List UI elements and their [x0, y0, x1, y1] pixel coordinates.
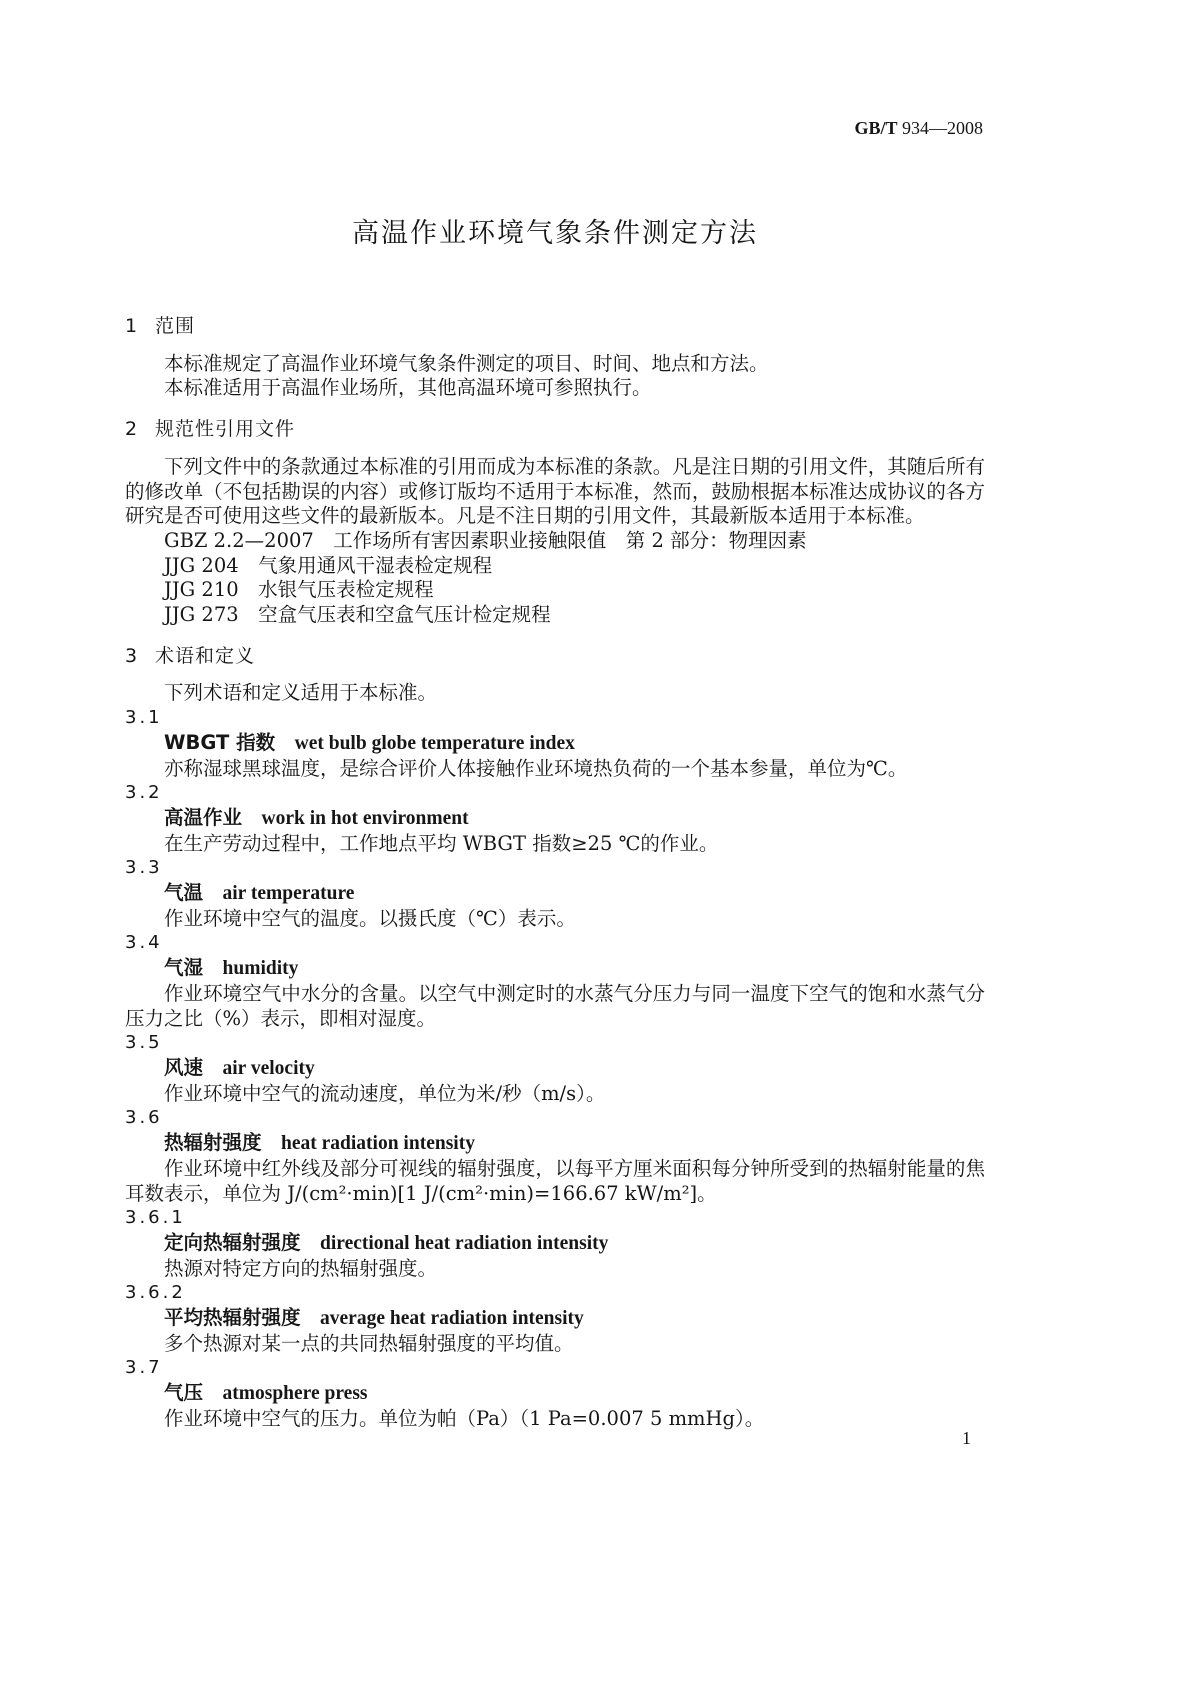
term-name-en: humidity: [222, 958, 299, 980]
term-entry: [125, 931, 985, 1031]
section-terms-definitions: [125, 644, 985, 1432]
term-name-zh: 气温: [164, 881, 204, 905]
term-name: [125, 731, 985, 757]
term-name-zh: 气压: [164, 1381, 204, 1405]
term-number: 3.4: [125, 932, 163, 954]
term-entry: [125, 1106, 985, 1206]
term-name-en: wet bulb globe temperature index: [294, 732, 575, 754]
term-definition: 作业环境中空气的温度。以摄氏度（℃）表示。: [164, 906, 576, 930]
term-entry: [125, 1206, 985, 1281]
standard-prefix: GB/T: [854, 118, 898, 138]
standard-number-header: [783, 116, 983, 140]
reference-title: 气象用通风干湿表检定规程: [258, 553, 493, 577]
reference-title: 空盒气压表和空盒气压计检定规程: [258, 603, 551, 627]
term-name-zh: 高温作业: [164, 805, 243, 829]
term-entry: [125, 1356, 985, 1431]
term-number: 3.5: [125, 1032, 163, 1054]
term-name-en: average heat radiation intensity: [320, 1308, 584, 1330]
paragraph: 本标准适用于高温作业场所，其他高温环境可参照执行。: [164, 376, 652, 400]
page-number: 1: [962, 1428, 971, 1448]
section-title: 术语和定义: [155, 644, 256, 667]
term-definition: 多个热源对某一点的共同热辐射强度的平均值。: [164, 1331, 574, 1355]
term-name-zh: 风速: [164, 1055, 204, 1079]
term-definition: 热源对特定方向的热辐射强度。: [164, 1256, 438, 1280]
term-name-en: atmosphere press: [222, 1383, 368, 1405]
reference-title: 工作场所有害因素职业接触限值 第 2 部分：物理因素: [333, 528, 807, 552]
term-entry: [125, 781, 985, 856]
reference-code: JJG 273: [164, 603, 239, 627]
term-name-en: heat radiation intensity: [281, 1133, 475, 1155]
paragraph: 下列文件中的条款通过本标准的引用而成为本标准的条款。凡是注日期的引用文件，其随后所有的修改单（不包括勘误的内容）或修订版均不适用于本标准，然而，鼓励根据本标准达成协议的各方研究是否可使用这些文件的最新版本。凡是不注日期的引用文件，其最新版本适用于本标准。: [125, 454, 985, 528]
section-normative-references: [125, 417, 985, 628]
term-name: [125, 881, 985, 907]
section-heading: [125, 417, 985, 442]
section-scope: [125, 314, 985, 401]
paragraph: 下列术语和定义适用于本标准。: [164, 681, 438, 705]
standard-number: 934—2008: [902, 118, 983, 138]
term-number: 3.1: [125, 707, 163, 729]
reference-code: JJG 210: [164, 578, 239, 602]
term-entry: [125, 856, 985, 931]
term-definition: 作业环境中红外线及部分可视线的辐射强度，以每平方厘米面积每分钟所受到的热辐射能量的焦耳数表示，单位为 J/(cm²·min)[1 J/(cm²·min)=166.67 kW/m²]。: [125, 1156, 985, 1205]
term-name-zh: 平均热辐射强度: [164, 1306, 301, 1330]
section-heading: [125, 314, 985, 339]
term-number: 3.7: [125, 1357, 163, 1379]
term-name: [125, 956, 985, 982]
term-entry: [125, 1281, 985, 1356]
term-name: [125, 1056, 985, 1082]
section-number: 3: [125, 644, 139, 667]
document-body: [125, 314, 985, 1432]
term-number: 3.6.1: [125, 1207, 186, 1229]
reference-title: 水银气压表检定规程: [258, 578, 434, 602]
section-title: 规范性引用文件: [155, 418, 296, 441]
term-name-zh: 气湿: [164, 956, 204, 980]
reference-item: [125, 603, 985, 628]
reference-item: [125, 529, 985, 554]
term-number: 3.6.2: [125, 1282, 186, 1304]
term-name: [125, 1306, 985, 1332]
term-name-en: air temperature: [222, 883, 355, 905]
term-name-en: directional heat radiation intensity: [320, 1232, 609, 1254]
term-definition: 作业环境中空气的流动速度，单位为米/秒（m/s）。: [164, 1081, 606, 1105]
reference-code: GBZ 2.2—2007: [164, 528, 314, 552]
reference-code: JJG 204: [164, 553, 239, 577]
term-number: 3.6: [125, 1107, 163, 1129]
term-name-zh: WBGT 指数: [164, 730, 276, 754]
term-number: 3.3: [125, 857, 163, 879]
reference-item: [125, 578, 985, 603]
term-name-zh: 定向热辐射强度: [164, 1230, 301, 1254]
paragraph: 本标准规定了高温作业环境气象条件测定的项目、时间、地点和方法。: [164, 351, 769, 375]
term-definition: 作业环境中空气的压力。单位为帕（Pa）（1 Pa=0.007 5 mmHg）。: [164, 1406, 765, 1430]
term-entry: [125, 1031, 985, 1106]
term-definition: 作业环境空气中水分的含量。以空气中测定时的水蒸气分压力与同一温度下空气的饱和水蒸气分压力之比（%）表示，即相对湿度。: [125, 981, 985, 1030]
term-name: [125, 1231, 985, 1257]
term-name-en: air velocity: [222, 1057, 315, 1079]
term-name: [125, 1381, 985, 1407]
term-definition: 在生产劳动过程中，工作地点平均 WBGT 指数≥25 ℃的作业。: [164, 831, 719, 855]
term-name: [125, 806, 985, 832]
term-number: 3.2: [125, 782, 163, 804]
term-name: [125, 1131, 985, 1157]
section-number: 1: [125, 315, 139, 337]
term-definition: 亦称湿球黑球温度，是综合评价人体接触作业环境热负荷的一个基本参量，单位为℃。: [164, 756, 908, 780]
reference-item: [125, 554, 985, 579]
document-title: 高温作业环境气象条件测定方法: [352, 218, 758, 249]
section-title: 范围: [155, 315, 196, 337]
term-name-en: work in hot environment: [261, 807, 469, 829]
term-entry: [125, 706, 985, 781]
section-heading: [125, 644, 985, 669]
term-name-zh: 热辐射强度: [164, 1131, 262, 1155]
section-number: 2: [125, 418, 139, 441]
